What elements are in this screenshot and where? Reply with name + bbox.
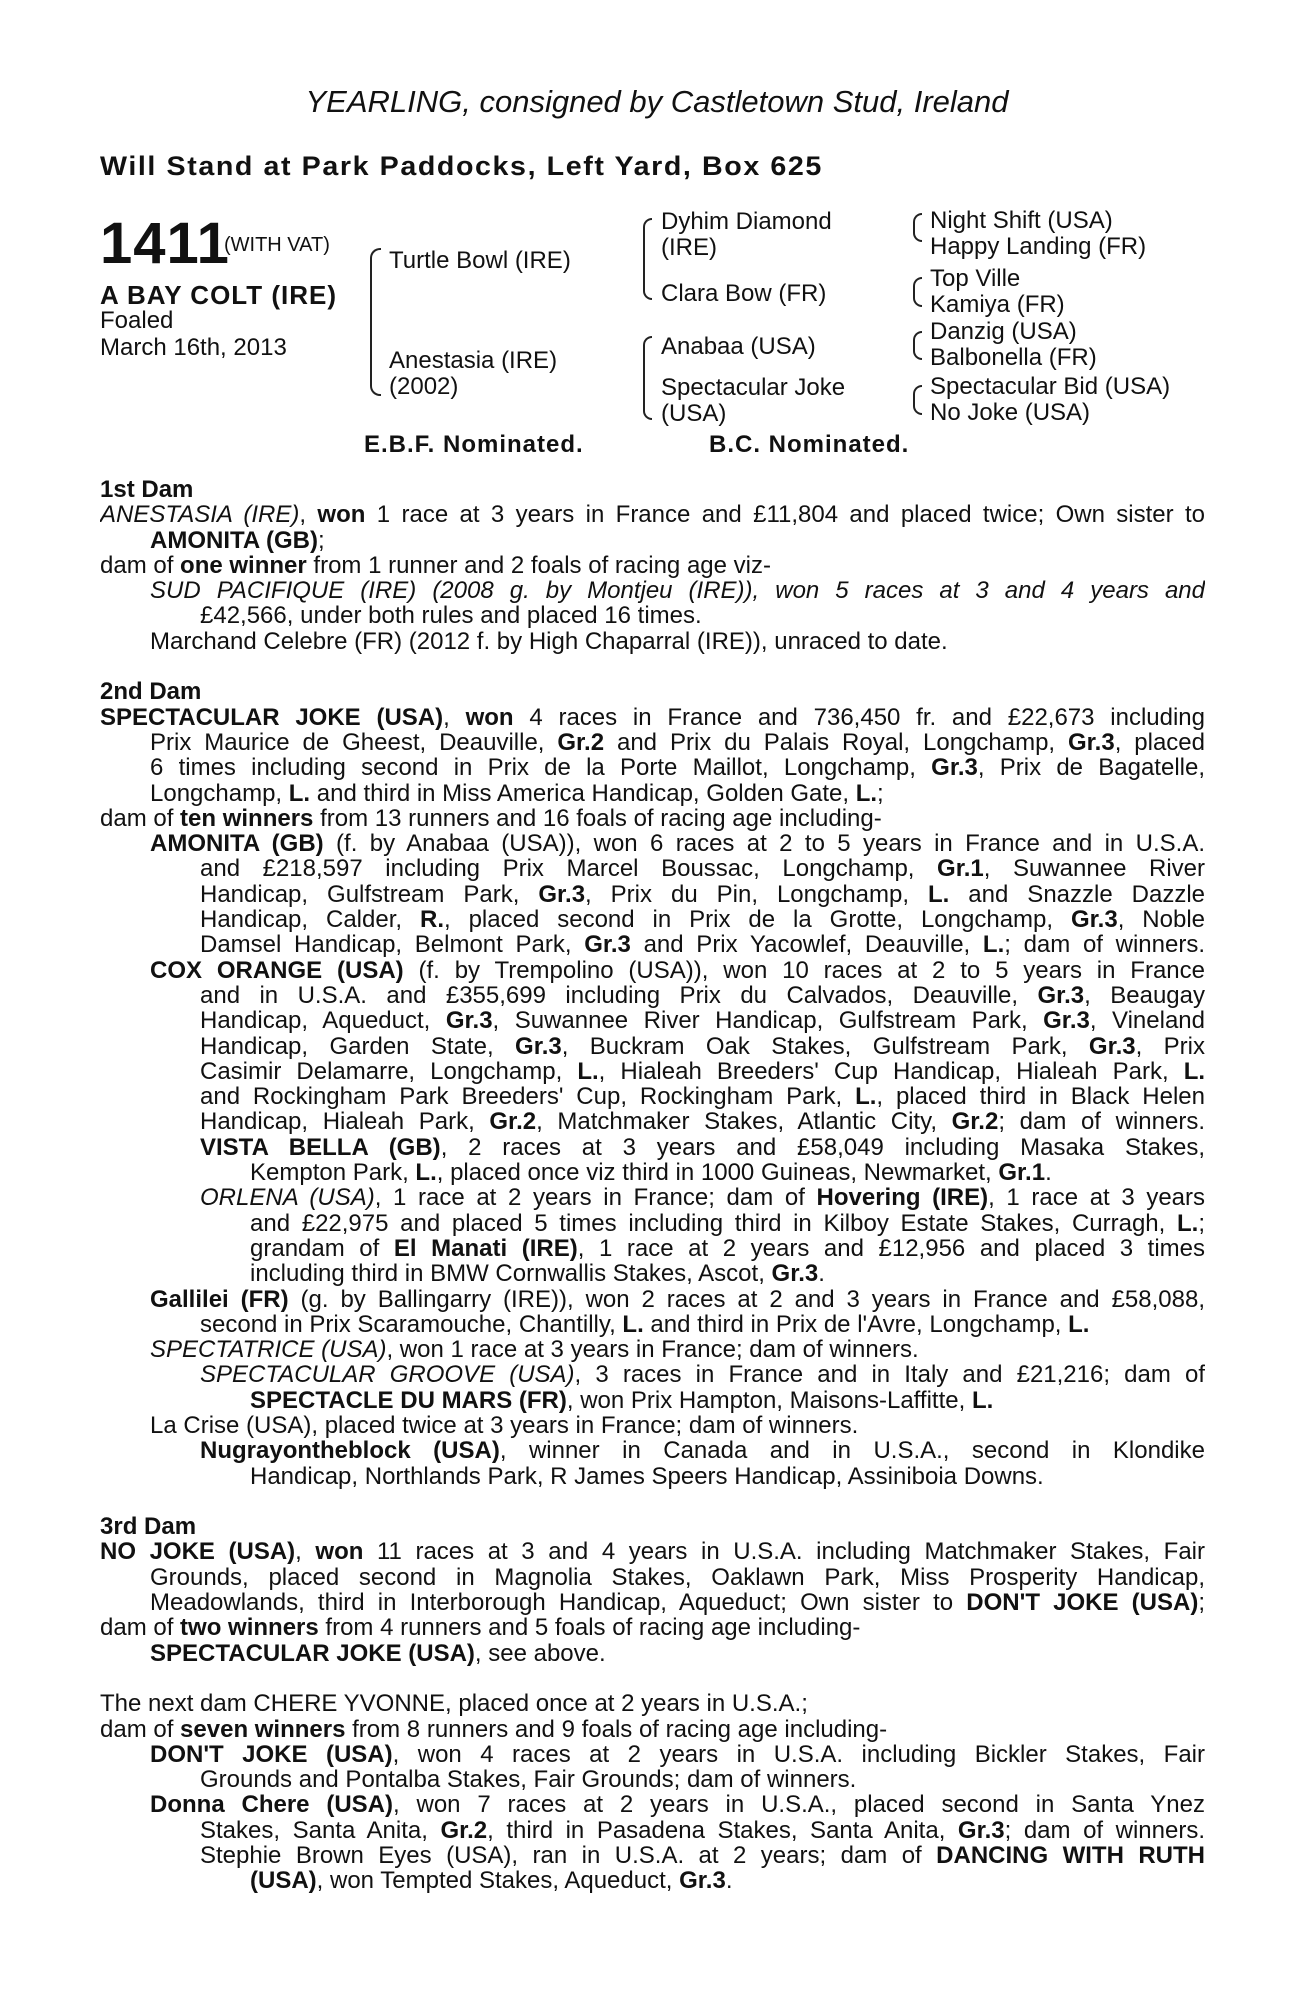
text-line: Nugrayontheblock (USA), winner in Canada and in U.S.A., second in Klondike bbox=[200, 1438, 1205, 1464]
pedigree-dam-sire: Anabaa (USA) bbox=[661, 333, 816, 360]
second-dam-heading: 2nd Dam bbox=[100, 679, 202, 705]
text-line: SPECTATRICE (USA), won 1 race at 3 years in France; dam of winners. bbox=[150, 1337, 919, 1363]
pedigree-sire-dam: Clara Bow (FR) bbox=[661, 280, 827, 307]
text-line: Handicap, Calder, R., placed second in Prix de la Grotte, Longchamp, Gr.3, Noble bbox=[200, 907, 1205, 933]
pedigree-brace-2a bbox=[643, 218, 652, 260]
pedigree-g3: Top Ville bbox=[930, 265, 1021, 292]
pedigree-dam-dam: Spectacular Joke bbox=[661, 374, 846, 401]
pedigree-brace-2d bbox=[643, 378, 652, 420]
text-line: dam of seven winners from 8 runners and 9 foals of racing age including- bbox=[100, 1716, 888, 1742]
pedigree-brace-2b bbox=[643, 258, 652, 300]
pedigree-brace-3b bbox=[913, 225, 922, 242]
pedigree-brace-dam bbox=[370, 324, 381, 396]
text-line: SPECTACULAR GROOVE (USA), 3 races in France and in Italy and £21,216; dam of bbox=[200, 1362, 1205, 1388]
pedigree-g7: Spectacular Bid (USA) bbox=[930, 373, 1171, 400]
text-line: Casimir Delamarre, Longchamp, L., Hialeah Breeders' Cup Handicap, Hialeah Park, L. bbox=[200, 1058, 1205, 1085]
text-line: dam of two winners from 4 runners and 5 foals of racing age including- bbox=[100, 1615, 861, 1641]
text-line: ANESTASIA (IRE), won 1 race at 3 years in France and £11,804 and placed twice; Own sister to bbox=[100, 502, 1205, 528]
catalogue-body bbox=[100, 477, 1205, 1894]
pedigree-brace-3f bbox=[913, 343, 922, 360]
text-line: NO JOKE (USA), won 11 races at 3 and 4 years in U.S.A. including Matchmaker Stakes, Fair bbox=[100, 1539, 1205, 1565]
text-line: including third in BMW Cornwallis Stakes, Ascot, Gr.3. bbox=[250, 1261, 825, 1287]
text-line: and £218,597 including Prix Marcel Boussac, Longchamp, Gr.1, Suwannee River bbox=[200, 856, 1205, 882]
pedigree-brace-3d bbox=[913, 290, 922, 307]
pedigree-g4: Kamiya (FR) bbox=[930, 291, 1065, 318]
text-line: Donna Chere (USA), won 7 races at 2 years in U.S.A., placed second in Santa Ynez bbox=[150, 1792, 1205, 1818]
pedigree-brace-sire bbox=[370, 248, 381, 326]
pedigree-g1: Night Shift (USA) bbox=[930, 207, 1113, 234]
text-line: Handicap, Aqueduct, Gr.3, Suwannee River Handicap, Gulfstream Park, Gr.3, Vineland bbox=[200, 1008, 1205, 1034]
text-line: La Crise (USA), placed twice at 3 years in France; dam of winners. bbox=[150, 1412, 859, 1439]
text-line: VISTA BELLA (GB), 2 races at 3 years and £58,049 including Masaka Stakes, bbox=[200, 1134, 1205, 1161]
text-line: Damsel Handicap, Belmont Park, Gr.3 and Prix Yacowlef, Deauville, L.; dam of winners. bbox=[200, 932, 1205, 958]
pedigree-brace-2c bbox=[643, 336, 652, 380]
text-line: £42,566, under both rules and placed 16 times. bbox=[200, 603, 702, 629]
lot-number: 1411 bbox=[100, 211, 230, 276]
foaled-date: March 16th, 2013 bbox=[100, 334, 287, 361]
pedigree-g8: No Joke (USA) bbox=[930, 399, 1091, 426]
text-line: DON'T JOKE (USA), won 4 races at 2 years in U.S.A. including Bickler Stakes, Fair bbox=[150, 1741, 1205, 1768]
pedigree-dam-dam-country: (USA) bbox=[661, 400, 727, 427]
text-line: SPECTACULAR JOKE (USA), see above. bbox=[150, 1640, 606, 1666]
stand-location: Will Stand at Park Paddocks, Left Yard, Box 625 bbox=[100, 151, 823, 181]
text-line: Stephie Brown Eyes (USA), ran in U.S.A. at 2 years; dam of DANCING WITH RUTH bbox=[200, 1843, 1205, 1869]
text-line: SUD PACIFIQUE (IRE) (2008 g. by Montjeu (IRE)), won 5 races at 3 and 4 years and bbox=[150, 578, 1205, 604]
vat-label: (WITH VAT) bbox=[224, 234, 330, 256]
text-line: dam of one winner from 1 runner and 2 foals of racing age viz- bbox=[100, 552, 771, 579]
text-line: SPECTACLE DU MARS (FR), won Prix Hampton, Maisons-Laffitte, L. bbox=[250, 1387, 994, 1413]
text-line: Handicap, Garden State, Gr.3, Buckram Oak Stakes, Gulfstream Park, Gr.3, Prix bbox=[200, 1033, 1205, 1059]
pedigree-dam-year: (2002) bbox=[389, 373, 459, 400]
text-line: ORLENA (USA), 1 race at 2 years in France; dam of Hovering (IRE), 1 race at 3 years bbox=[200, 1185, 1205, 1211]
text-line: SPECTACULAR JOKE (USA), won 4 races in France and 736,450 fr. and £22,673 including bbox=[100, 704, 1205, 730]
pedigree-g2: Happy Landing (FR) bbox=[930, 233, 1147, 260]
pedigree-sire: Turtle Bowl (IRE) bbox=[389, 247, 571, 274]
consignment-line: YEARLING, consigned by Castletown Stud, Ireland bbox=[305, 84, 1009, 119]
text-line: dam of ten winners from 13 runners and 16 foals of racing age including- bbox=[100, 805, 882, 832]
text-line: AMONITA (GB) (f. by Anabaa (USA)), won 6 races at 2 to 5 years in France and in U.S.A. bbox=[150, 831, 1205, 857]
text-line: COX ORANGE (USA) (f. by Trempolino (USA)), won 10 races at 2 to 5 years in France bbox=[150, 957, 1205, 983]
text-line: Handicap, Gulfstream Park, Gr.3, Prix du Pin, Longchamp, L. and Snazzle Dazzle bbox=[200, 881, 1205, 908]
pedigree-brace-3h bbox=[913, 398, 922, 415]
text-line: and Rockingham Park Breeders' Cup, Rockingham Park, L., placed third in Black Helen bbox=[200, 1084, 1205, 1110]
text-line: Grounds and Pontalba Stakes, Fair Grounds; dam of winners. bbox=[200, 1767, 857, 1793]
text-line: AMONITA (GB); bbox=[150, 527, 325, 553]
text-line: Marchand Celebre (FR) (2012 f. by High Chaparral (IRE)), unraced to date. bbox=[150, 628, 948, 655]
pedigree-dam: Anestasia (IRE) bbox=[389, 347, 558, 374]
foaled-label: Foaled bbox=[100, 307, 174, 334]
text-line: Longchamp, L. and third in Miss America Handicap, Golden Gate, L.; bbox=[150, 780, 884, 806]
text-line: and in U.S.A. and £355,699 including Prix du Calvados, Deauville, Gr.3, Beaugay bbox=[200, 982, 1205, 1009]
next-dam-line: The next dam CHERE YVONNE, placed once at 2 years in U.S.A.; bbox=[100, 1691, 808, 1717]
pedigree-g6: Balbonella (FR) bbox=[930, 344, 1097, 371]
first-dam-heading: 1st Dam bbox=[100, 477, 194, 503]
text-line: (USA), won Tempted Stakes, Aqueduct, Gr.3. bbox=[250, 1868, 733, 1894]
text-line: Handicap, Northlands Park, R James Speers Handicap, Assiniboia Downs. bbox=[250, 1463, 1044, 1489]
text-line: second in Prix Scaramouche, Chantilly, L. and third in Prix de l'Avre, Longchamp, L. bbox=[200, 1311, 1090, 1338]
text-line: grandam of El Manati (IRE), 1 race at 2 years and £12,956 and placed 3 times bbox=[250, 1235, 1205, 1262]
text-line: Handicap, Hialeah Park, Gr.2, Matchmaker Stakes, Atlantic City, Gr.2; dam of winners. bbox=[200, 1109, 1205, 1135]
text-line: Kempton Park, L., placed once viz third in 1000 Guineas, Newmarket, Gr.1. bbox=[250, 1160, 1052, 1186]
text-line: Meadowlands, third in Interborough Handicap, Aqueduct; Own sister to DON'T JOKE (USA); bbox=[150, 1590, 1205, 1616]
bc-nominated: B.C. Nominated. bbox=[709, 431, 910, 458]
text-line: Gallilei (FR) (g. by Ballingarry (IRE)), won 2 races at 2 and 3 years in France and £58,088, bbox=[150, 1286, 1205, 1312]
text-line: Prix Maurice de Gheest, Deauville, Gr.2 and Prix du Palais Royal, Longchamp, Gr.3, placed bbox=[150, 729, 1205, 756]
text-line: Grounds, placed second in Magnolia Stakes, Oaklawn Park, Miss Prosperity Handicap, bbox=[150, 1564, 1205, 1591]
pedigree-sire-sire: Dyhim Diamond bbox=[661, 208, 832, 235]
lot-title: A BAY COLT (IRE) bbox=[100, 280, 338, 310]
text-line: 6 times including second in Prix de la Porte Maillot, Longchamp, Gr.3, Prix de Bagatelle, bbox=[150, 755, 1205, 781]
pedigree-g5: Danzig (USA) bbox=[930, 318, 1077, 345]
third-dam-heading: 3rd Dam bbox=[100, 1514, 197, 1540]
pedigree-sire-sire-country: (IRE) bbox=[661, 234, 717, 261]
ebf-nominated: E.B.F. Nominated. bbox=[364, 431, 584, 458]
text-line: and £22,975 and placed 5 times including third in Kilboy Estate Stakes, Curragh, L.; bbox=[250, 1210, 1205, 1236]
text-line: Stakes, Santa Anita, Gr.2, third in Pasadena Stakes, Santa Anita, Gr.3; dam of winners. bbox=[200, 1817, 1205, 1844]
